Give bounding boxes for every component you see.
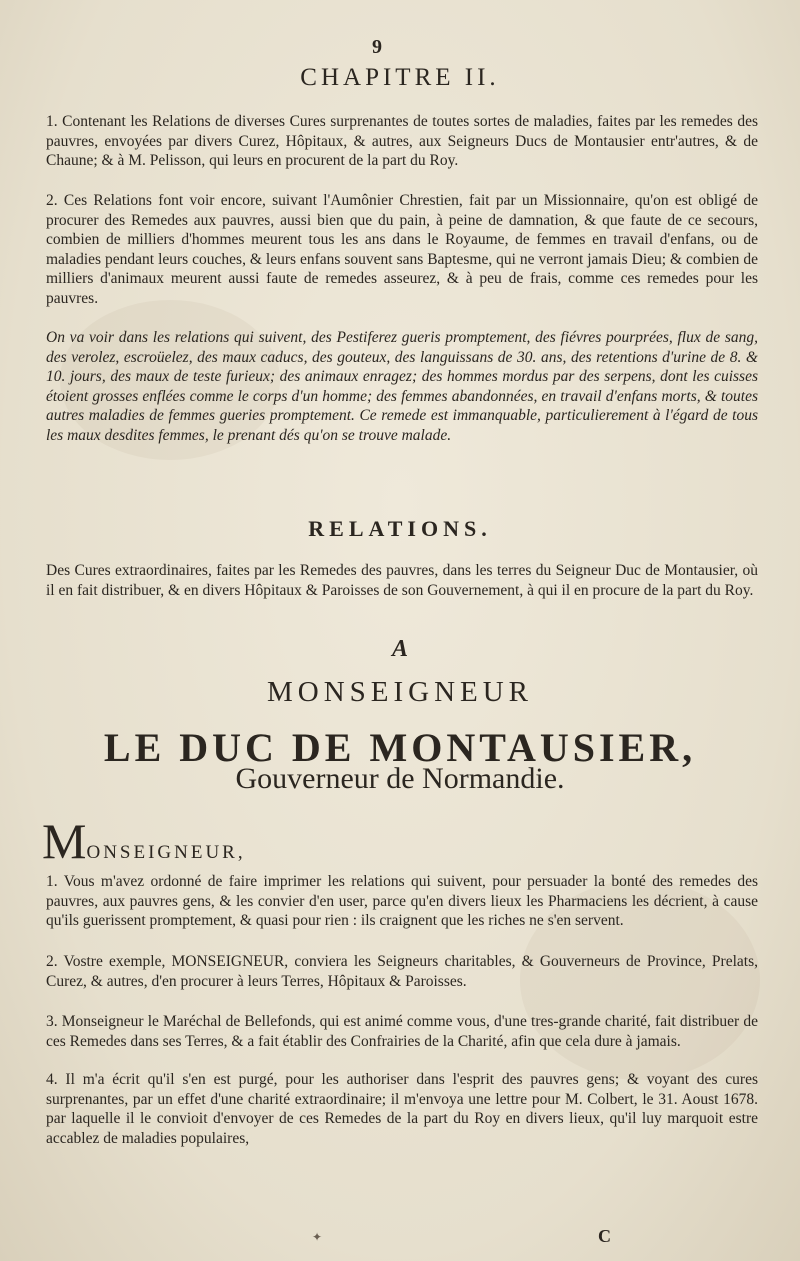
letter-paragraph-1 bbox=[46, 872, 758, 931]
salutation bbox=[42, 812, 246, 870]
ornament-icon: ✦ bbox=[312, 1230, 323, 1244]
salutation-initial: M bbox=[42, 813, 87, 869]
chapter-paragraph-2 bbox=[46, 191, 758, 309]
dedication-monseigneur: MONSEIGNEUR bbox=[266, 676, 534, 708]
chapter-paragraph-1 bbox=[46, 112, 758, 171]
paragraph-text: 4. Il m'a écrit qu'il s'en est purgé, pour les authoriser dans l'esprit des pauvres gens; & voyant des cures surprenantes, par un effet d'une charité extraordinaire; il m'envoya une lettre pour M. Colbert, le 31. Aoust 1678. par laquelle il le convioit d'envoyer de ces Remedes de la part du Roy en divers lieux, qu'il luy marquoit estre accablez de maladies populaires, bbox=[46, 1071, 758, 1147]
paragraph-text: 3. Monseigneur le Maréchal de Bellefonds, qui est animé comme vous, d'une tres-grande charité, fait distribuer de ces Remedes dans ses Terres, & a fait établir des Confrairies de la Charité, afin que cela dure à jamais. bbox=[46, 1013, 758, 1050]
relations-title: RELATIONS. bbox=[308, 516, 492, 541]
page-number: 9 bbox=[372, 36, 382, 58]
paragraph-text: On va voir dans les relations qui suivent, des Pestiferez gueris promptement, des fiévres pourprées, flux de sang, des verolez, escroüelez, des maux caducs, des gouteux, des languissans de 30. ans, des retentions d'urine de 8. & 10. jours, des maux de teste furieux; des animaux enragez; des hommes mordus par des serpens, dont les cuisses étoient grosses enflées comme le corps d'un homme; des femmes abandonnées, en travail d'enfans morts, & toutes autres maladies de femmes gueries promptement. Ce remede est immanquable, particulierement à l'égard de tous les maux desdites femmes, le prenant dés qu'on se trouve malade. bbox=[46, 329, 758, 444]
paragraph-text: 2. Ces Relations font voir encore, suivant l'Aumônier Chrestien, fait par un Missionnaire, qu'on est obligé de procurer des Remedes aux pauvres, aussi bien que du pain, à peine de damnation, & que faute de ce secours, combien de milliers d'hommes meurent tous les ans dans le Royaume, de femmes en travail d'enfans, ou de maladies pendant leurs couches, & leurs enfans souvent sans Baptesme, qui ne verront jamais Dieu; & combien de milliers d'animaux meurent aussi faute de remedes asseurez, & à peu de frais, comme ces remedes pour les pauvres. bbox=[46, 192, 758, 307]
salutation-rest: ONSEIGNEUR, bbox=[86, 842, 246, 863]
chapter-title: CHAPITRE II. bbox=[300, 64, 500, 91]
letter-paragraph-3 bbox=[46, 1012, 758, 1051]
dedication-governor: Gouverneur de Normandie. bbox=[235, 762, 565, 795]
paragraph-text: 1. Vous m'avez ordonné de faire imprimer les relations qui suivent, pour persuader la bonté des remedes des pauvres, aux pauvres gens, & les convier d'en user, parce qu'en divers lieux les Pharmaciens les décrient, à cause qu'ils guerissent promptement, & quasi pour rien : ils craignent que les riches ne s'en servent. bbox=[46, 873, 758, 930]
paragraph-text: 1. Contenant les Relations de diverses Cures surprenantes de toutes sortes de maladies, faites par les remedes des pauvres, envoyées par divers Curez, Hôpitaux, & autres, aux Seigneurs Ducs de Montausier entr'autres, & de Chaune; & à M. Pelisson, qui leurs en procurent de la part du Roy. bbox=[46, 113, 758, 170]
dedication-a: A bbox=[391, 636, 408, 662]
paragraph-text: 2. Vostre exemple, MONSEIGNEUR, conviera les Seigneurs charitables, & Gouverneurs de Province, Prelats, Curez, & autres, d'en procurer à leurs Terres, Hôpitaux & Paroisses. bbox=[46, 953, 758, 990]
letter-paragraph-4 bbox=[46, 1070, 758, 1148]
relations-subtitle bbox=[46, 561, 758, 600]
letter-paragraph-2 bbox=[46, 952, 758, 991]
signature-mark: C bbox=[598, 1226, 611, 1246]
dedication-duke: LE DUC DE MONTAUSIER, bbox=[103, 725, 697, 770]
chapter-paragraph-3 bbox=[46, 328, 758, 446]
paragraph-text: Des Cures extraordinaires, faites par les Remedes des pauvres, dans les terres du Seigneur Duc de Montausier, où il en fait distribuer, & en divers Hôpitaux & Paroisses de son Gouvernement, à qui il en procure de la part du Roy. bbox=[46, 562, 758, 599]
